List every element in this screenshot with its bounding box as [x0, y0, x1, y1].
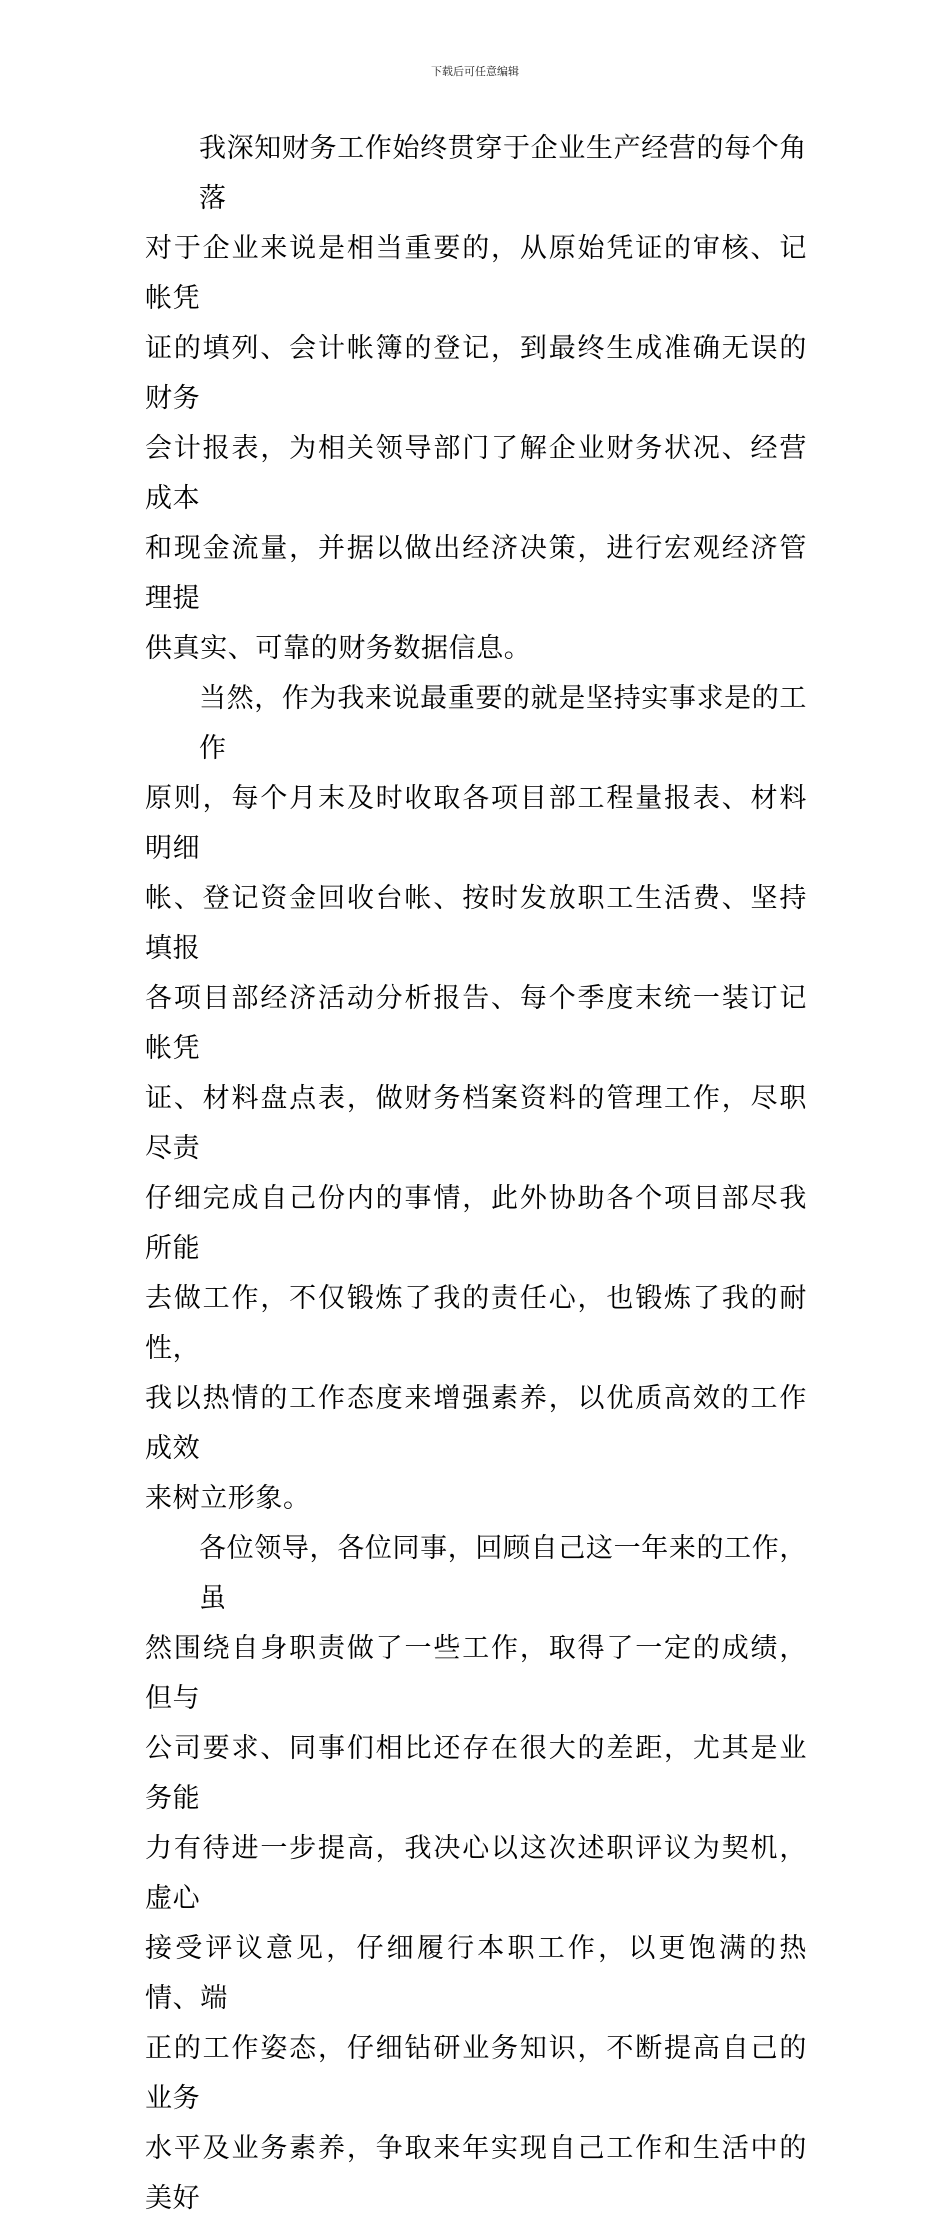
header-note: 下载后可任意编辑 — [431, 65, 519, 78]
text-line: 公司要求、同事们相比还存在很大的差距，尤其是业务能 — [145, 1733, 807, 1814]
text-line: 接受评议意见，仔细履行本职工作，以更饱满的热情、端 — [145, 1933, 807, 2014]
text-line: 正的工作姿态，仔细钻研业务知识，不断提高自己的业务 — [145, 2033, 807, 2114]
text-line: 我以热情的工作态度来增强素养，以优质高效的工作成效 — [145, 1383, 807, 1464]
document-body — [145, 124, 807, 2224]
text-line: 来树立形象。 — [145, 1483, 311, 1514]
text-line: 证的填列、会计帐簿的登记，到最终生成准确无误的财务 — [145, 333, 807, 414]
text-line: 各位领导，各位同事，回顾自己这一年来的工作，虽 — [199, 1533, 807, 1614]
text-line: 去做工作，不仅锻炼了我的责任心，也锻炼了我的耐性， — [145, 1283, 807, 1364]
text-line: 供真实、可靠的财务数据信息。 — [145, 633, 532, 664]
text-line: 力有待进一步提高，我决心以这次述职评议为契机，虚心 — [145, 1833, 807, 1914]
text-line: 然围绕自身职责做了一些工作，取得了一定的成绩，但与 — [145, 1633, 807, 1714]
text-line: 我深知财务工作始终贯穿于企业生产经营的每个角落 — [199, 133, 807, 214]
text-line: 帐、登记资金回收台帐、按时发放职工生活费、坚持填报 — [145, 883, 807, 964]
paragraph-2 — [145, 674, 807, 1524]
text-line: 证、材料盘点表，做财务档案资料的管理工作，尽职尽责 — [145, 1083, 807, 1164]
text-line: 和现金流量，并据以做出经济决策，进行宏观经济管理提 — [145, 533, 807, 614]
text-line: 当然，作为我来说最重要的就是坚持实事求是的工作 — [199, 683, 807, 764]
paragraph-3 — [145, 1524, 807, 2224]
text-line: 原则，每个月末及时收取各项目部工程量报表、材料明细 — [145, 783, 807, 864]
text-line: 水平及业务素养，争取来年实现自己工作和生活中的美好 — [145, 2133, 807, 2214]
text-line: 各项目部经济活动分析报告、每个季度末统一装订记帐凭 — [145, 983, 807, 1064]
text-line: 对于企业来说是相当重要的，从原始凭证的审核、记帐凭 — [145, 233, 807, 314]
text-line: 会计报表，为相关领导部门了解企业财务状况、经营成本 — [145, 433, 807, 514]
text-line: 仔细完成自己份内的事情，此外协助各个项目部尽我所能 — [145, 1183, 807, 1264]
paragraph-1 — [145, 124, 807, 674]
